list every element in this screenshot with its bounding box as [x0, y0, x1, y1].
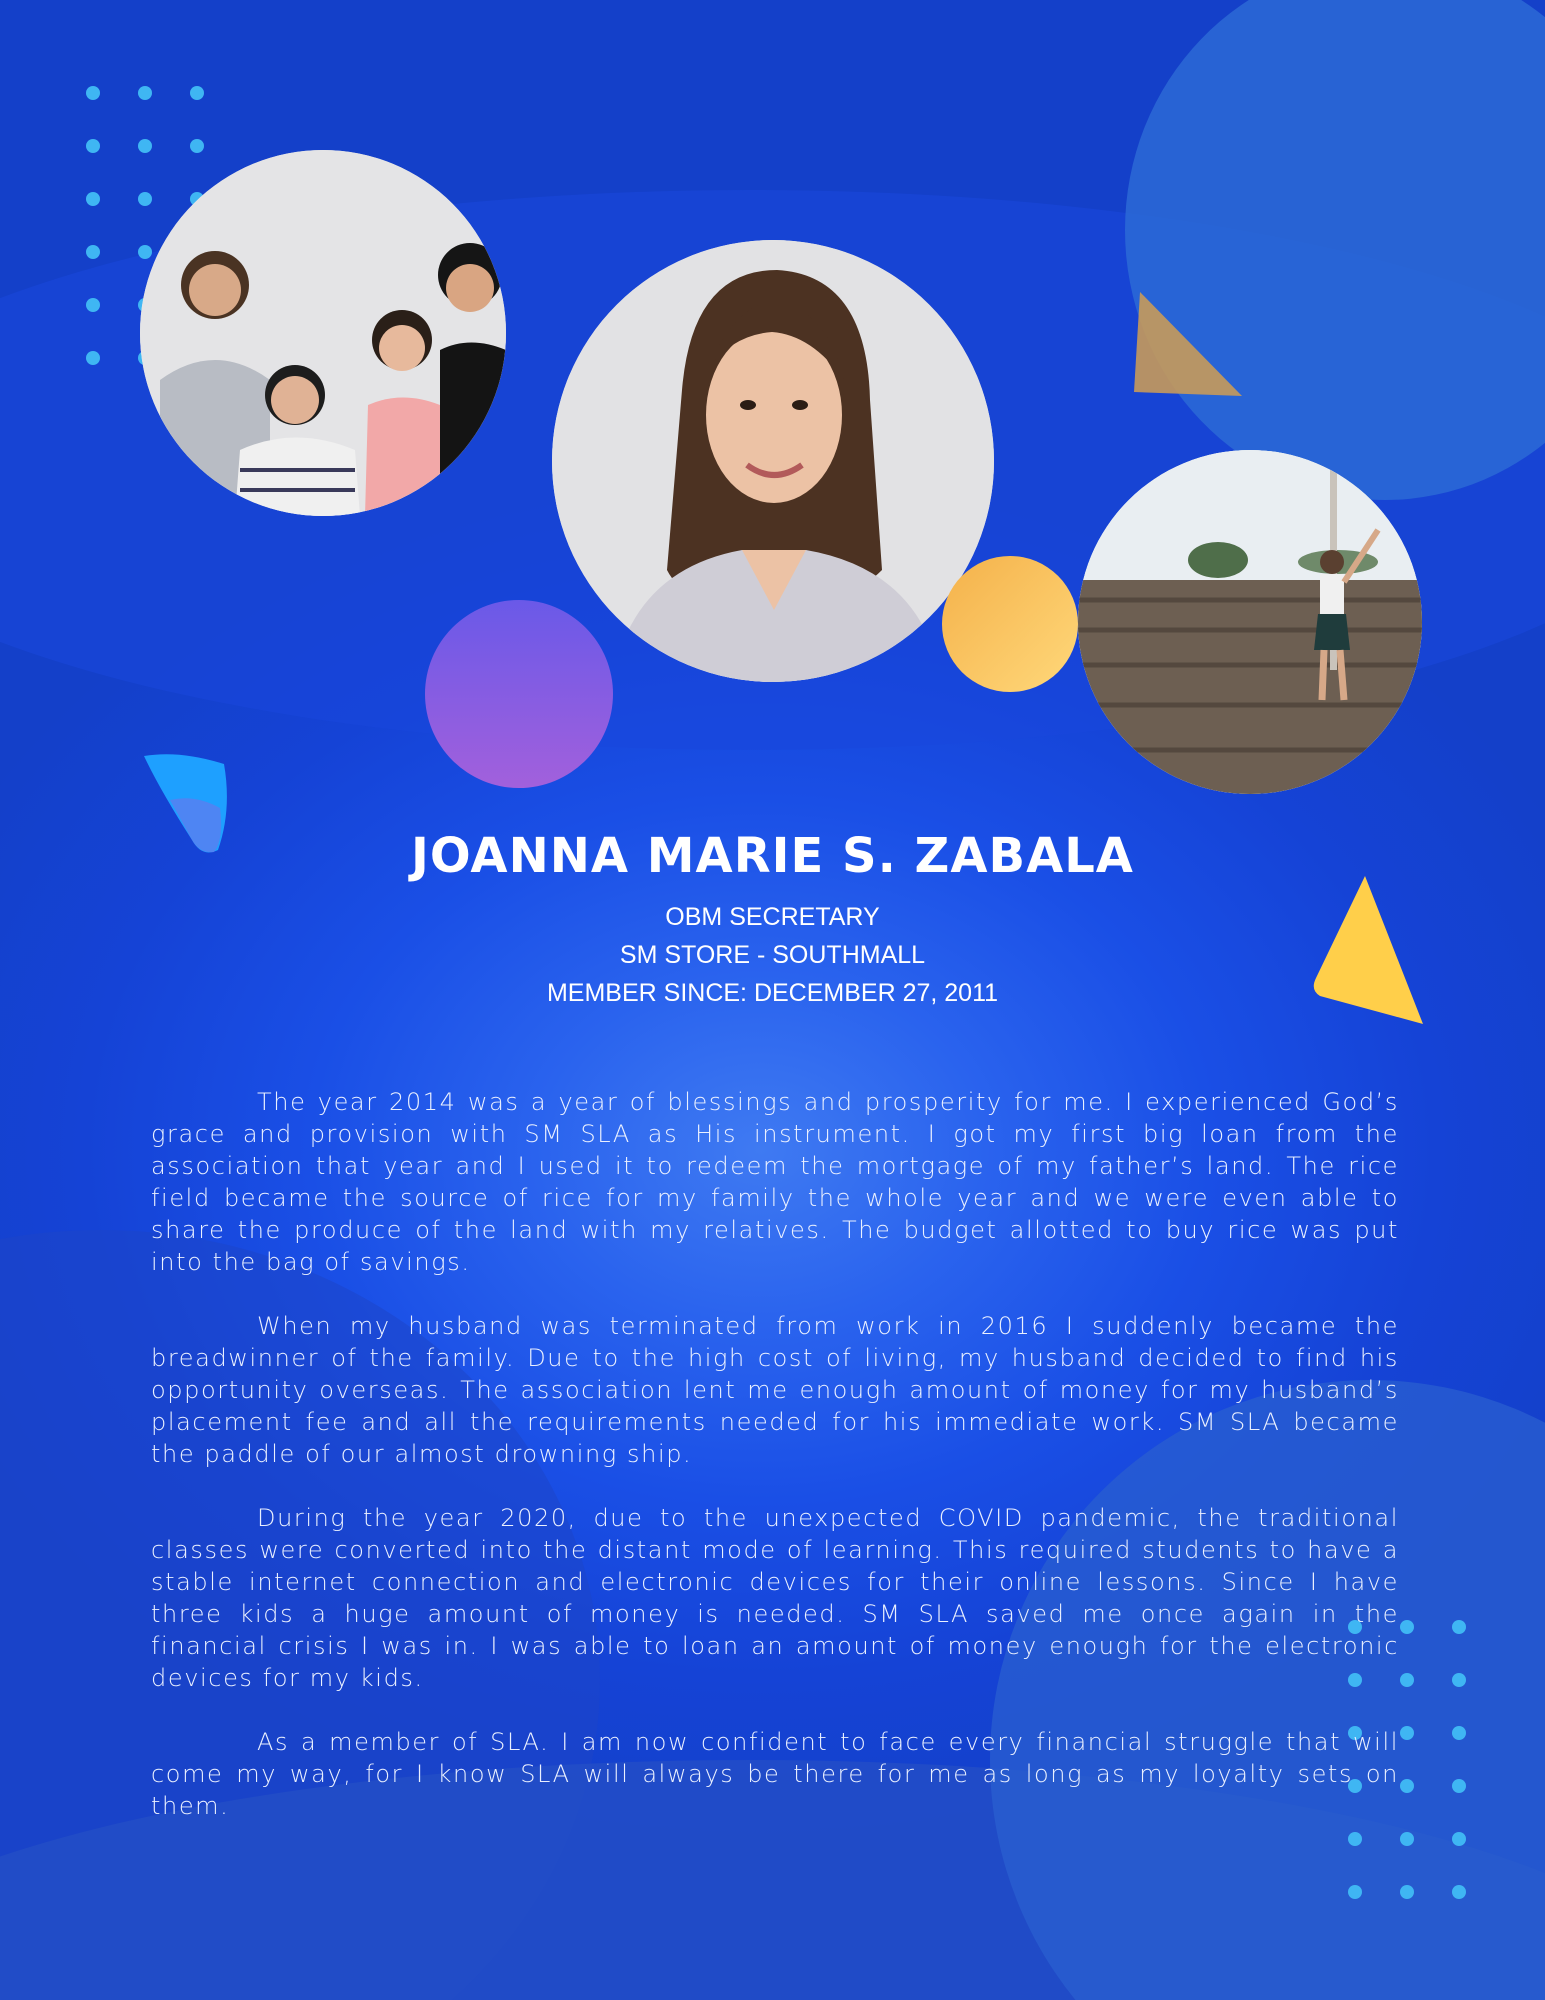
member-position: OBM SECRETARY: [665, 903, 880, 931]
member-name-heading: JOANNA MARIE S. ZABALA: [411, 828, 1134, 884]
decor-circle-purple: [425, 600, 613, 788]
story-paragraph: As a member of SLA. I am now confident to face every financial struggle that will come my way, for I know SLA will always be there for me as long as my loyalty sets on them.: [151, 1728, 1399, 1820]
decor-circle-yellow: [942, 556, 1078, 692]
portrait-photo: [552, 240, 994, 682]
rice-field-photo: [1078, 450, 1422, 794]
story-paragraph: During the year 2020, due to the unexpected COVID pandemic, the traditional classes were converted into the distant mode of learning. This required students to have a stable internet connection and electronic devices for their online lessons. Since I have three kids a huge amount of money is needed. SM SLA saved me once again in the financial crisis I was in. I was able to loan an amount of money enough for the electronic devices for my kids.: [151, 1504, 1399, 1692]
testimonial-body: [151, 1086, 1399, 1854]
member-since: MEMBER SINCE: DECEMBER 27, 2011: [546, 979, 999, 1007]
member-store: SM STORE - SOUTHMALL: [619, 941, 926, 969]
story-paragraph: The year 2014 was a year of blessings and prosperity for me. I experienced God’s grace and provision with SM SLA as His instrument. I got my first big loan from the association that year and I used it to redeem the mortgage of my father’s land. The rice field became the source of rice for my family the whole year and we were even able to share the produce of the land with my relatives. The budget allotted to buy rice was put into the bag of savings.: [151, 1088, 1399, 1276]
family-photo: [140, 150, 506, 516]
decor-triangle-top: [1132, 288, 1244, 398]
story-paragraph: When my husband was terminated from work in 2016 I suddenly became the breadwinner of the family. Due to the high cost of living, my husband decided to find his opportunity overseas. The association lent me enough amount of money for my husband’s placement fee and all the requirements needed for his immediate work. SM SLA became the paddle of our almost drowning ship.: [151, 1312, 1399, 1468]
